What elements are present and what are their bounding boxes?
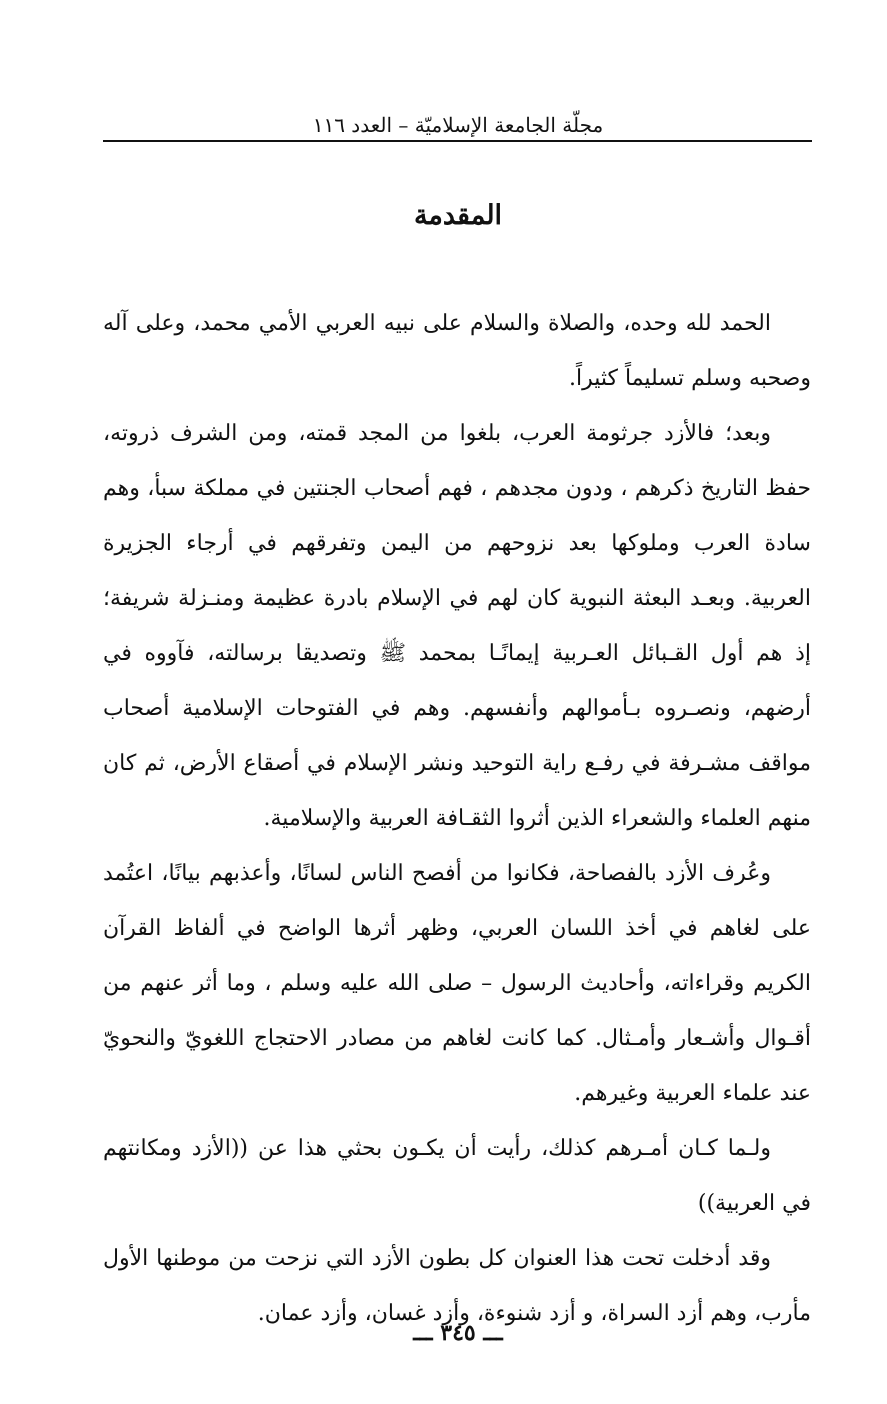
- running-header: مجلّة الجامعة الإسلاميّة – العدد ١١٦: [312, 113, 604, 137]
- section-title: المقدمة: [413, 200, 503, 231]
- page-number: ـــ ٣٤٥ ـــ: [413, 1320, 503, 1346]
- paragraph: الحمد لله وحده، والصلاة والسلام على نبيه العربي الأمي محمد، وعلى آله وصحبه وسلم تسليماً كثيراً.: [103, 311, 811, 391]
- paragraph: وعُرف الأزد بالفصاحة، فكانوا من أفصح الناس لسانًا، وأعذبهم بيانًا، اعتُمد على لغاهم في أخذ اللسان العربي، وظهر أثرها الواضح في ألفاظ القرآن الكريم وقراءاته، وأحاديث الرسول – صلى الله عليه وسلم ، وما أثر عنهم من أقـوال وأشـعار وأمـثال. كما كانت لغاهم من مصادر الاحتجاج اللغويّ والنحويّ عند علماء العربية وغيرهم.: [103, 861, 811, 1106]
- paragraph: وقد أدخلت تحت هذا العنوان كل بطون الأزد التي نزحت من موطنها الأول مأرب، وهم أزد السراة، و أزد شنوءة، وأزد غسان، وأزد عمان.: [103, 1246, 811, 1326]
- paragraph: وبعد؛ فالأزد جرثومة العرب، بلغوا من المجد قمته، ومن الشرف ذروته، حفظ التاريخ ذكرهم ، ودون مجدهم ، فهم أصحاب الجنتين في مملكة سبأ، وهم سادة العرب وملوكها بعد نزوحهم من اليمن وتفرقهم في أرجاء الجزيرة العربية. وبعـد البعثة النبوية كان لهم في الإسلام بادرة عظيمة ومنـزلة شريفة؛ إذ هم أول القـبائل العـربية إيمانًـا بمحمد ﷺ وتصديقا برسالته، فآووه في أرضهم، ونصـروه بـأموالهم وأنفسهم. وهم في الفتوحات الإسلامية أصحاب مواقف مشـرفة في رفـع راية التوحيد ونشر الإسلام في أصقاع الأرض، ثم كان منهم العلماء والشعراء الذين أثروا الثقـافة العربية والإسلامية.: [103, 421, 811, 831]
- body-text: [103, 296, 811, 1341]
- paragraph: ولـما كـان أمـرهم كذلك، رأيت أن يكـون بحثي هذا عن ((الأزد ومكانتهم في العربية)): [103, 1136, 811, 1216]
- header-rule: [103, 140, 812, 142]
